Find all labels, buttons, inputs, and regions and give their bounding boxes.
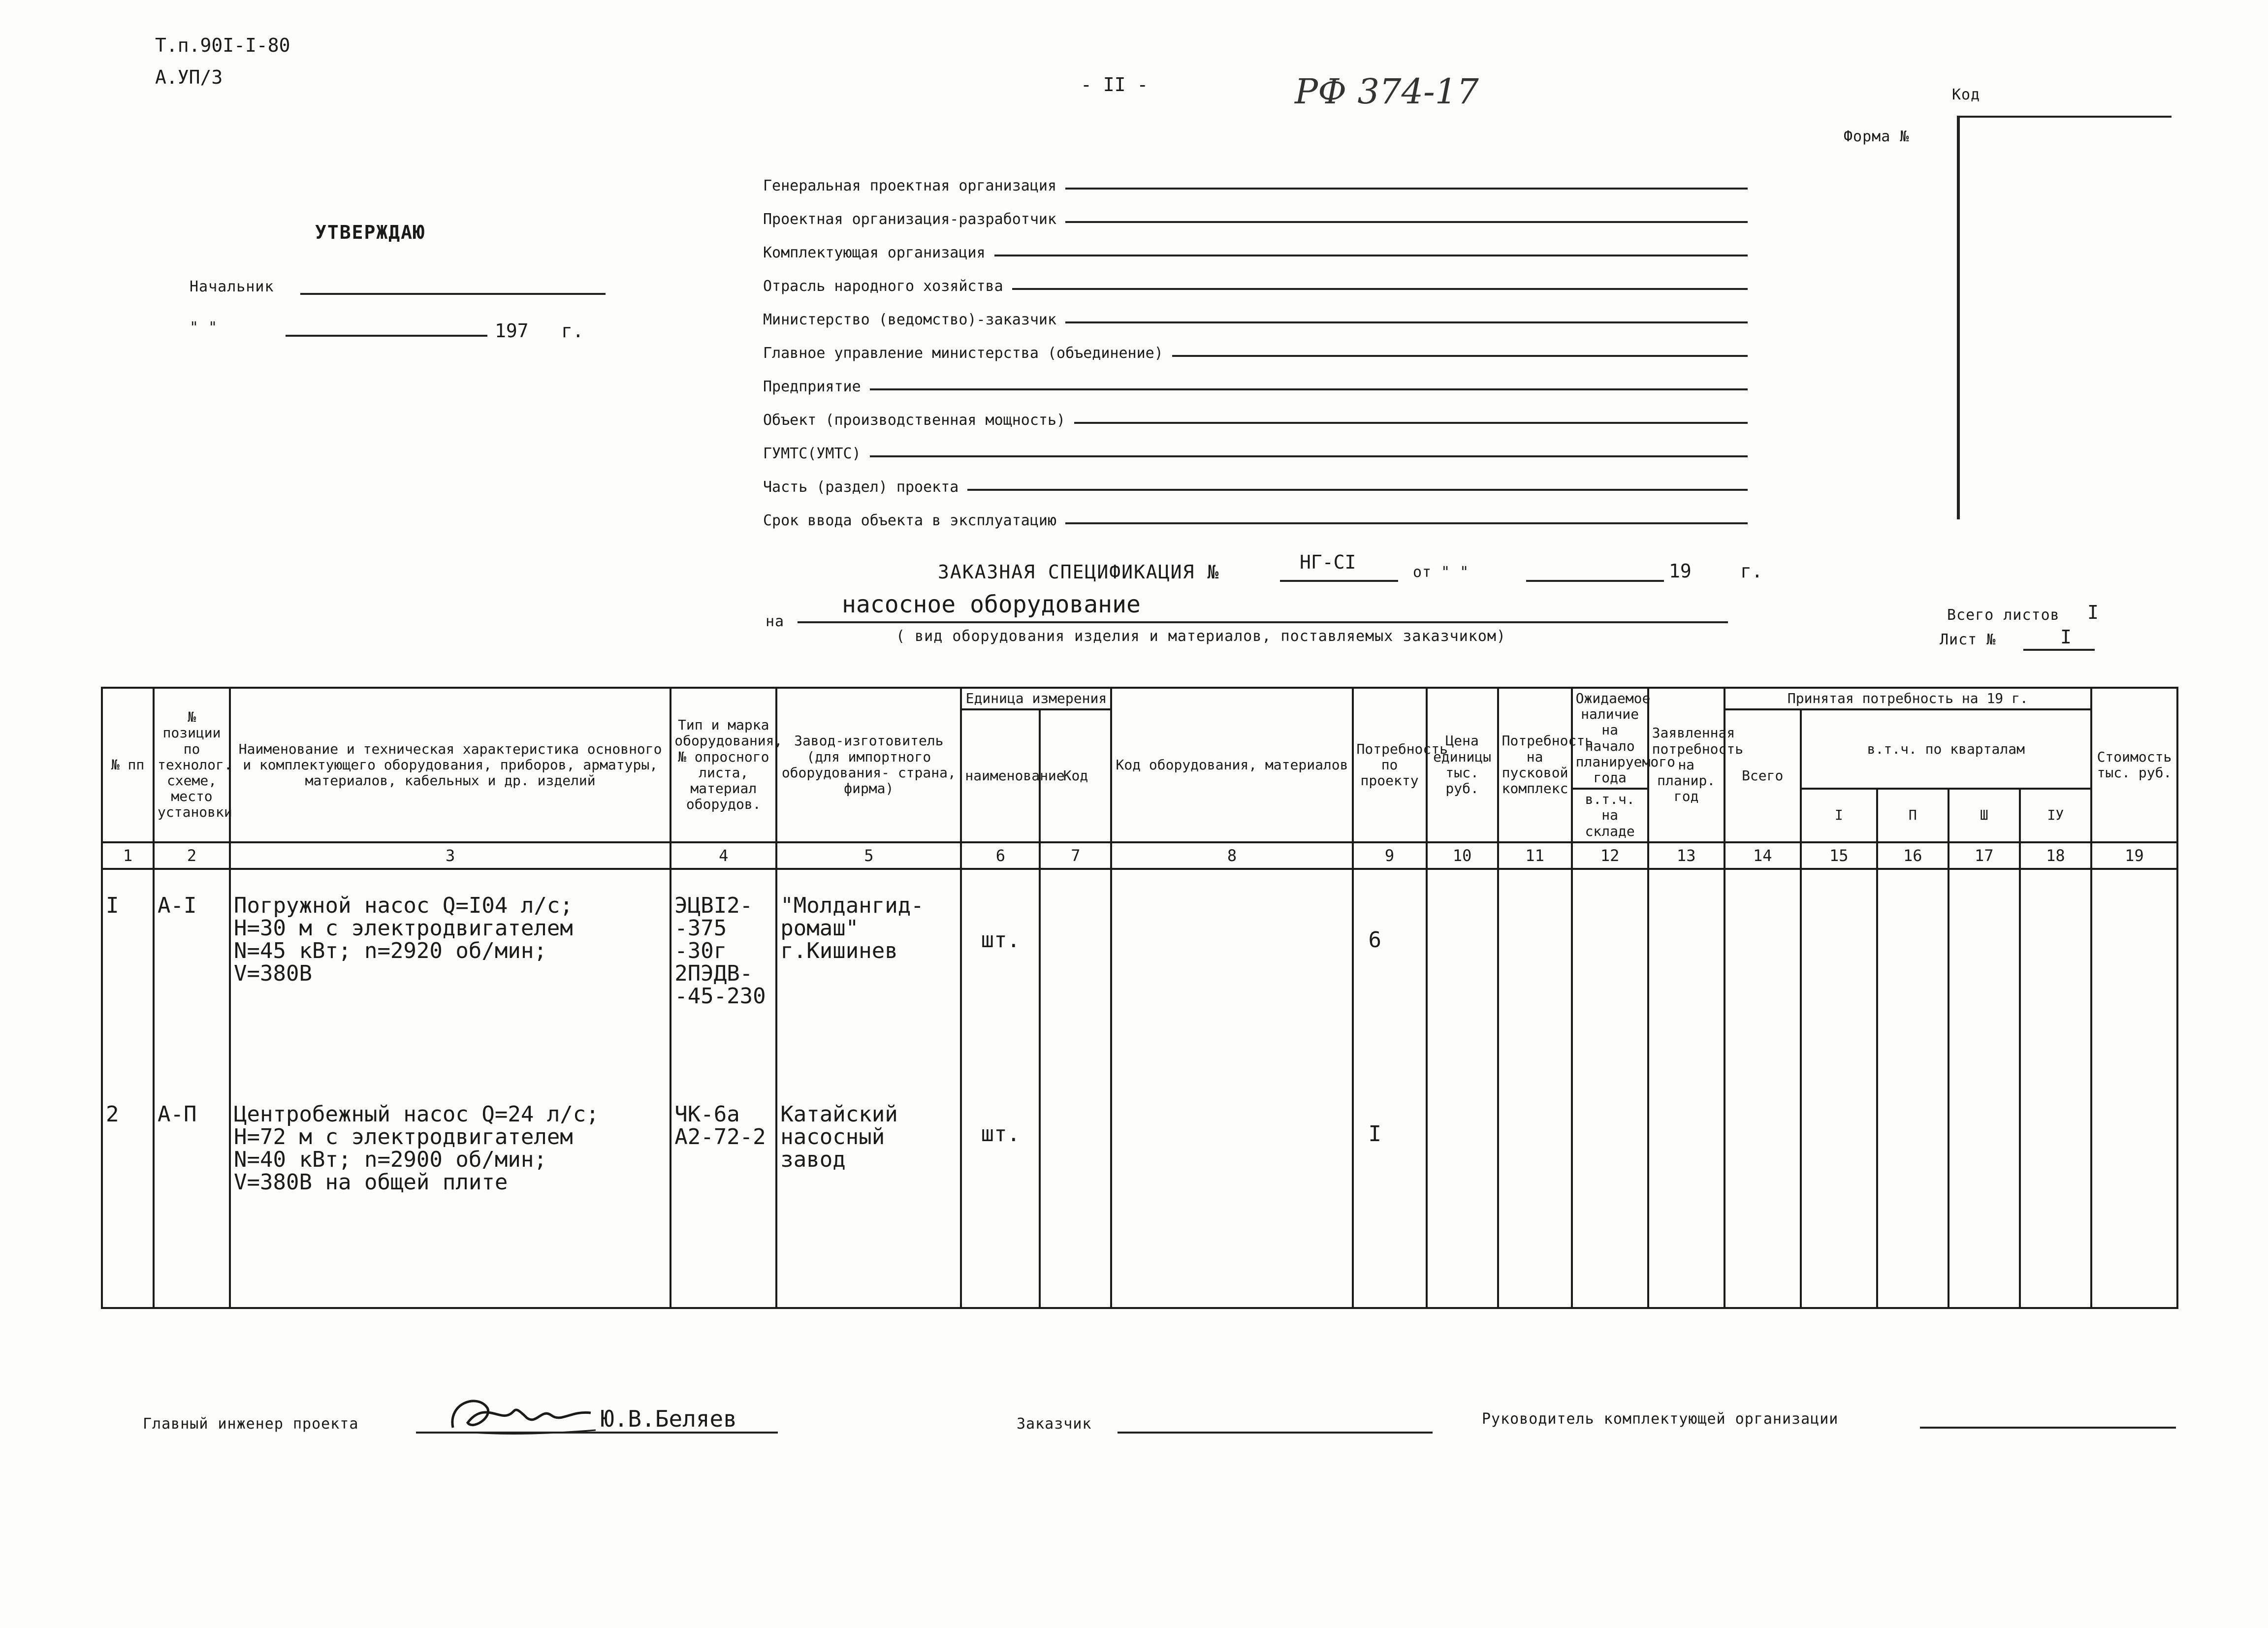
column-number: 4 xyxy=(671,842,776,869)
approval-year-suffix: г. xyxy=(561,320,584,342)
row-name: Погружной насос Q=I04 л/с; Н=30 м с электродвигателем N=45 кВт; n=2920 об/мин; V=380В xyxy=(230,869,671,1079)
column-number: 16 xyxy=(1877,842,1949,869)
col-header-name: Наименование и техническая характеристика основного и комплектующего оборудования, приборов, арматуры, материалов, кабельных и др. изделий xyxy=(230,688,671,842)
row-number: 2 xyxy=(102,1079,154,1308)
spec-subject-line xyxy=(798,621,1728,623)
spec-number-line xyxy=(1280,580,1398,582)
row-q2 xyxy=(1877,869,1949,1079)
sheet-label: Лист № xyxy=(1940,631,1996,648)
column-number: 18 xyxy=(2020,842,2091,869)
col-header-maker: Завод-изготовитель (для импортного оборудования- страна, фирма) xyxy=(776,688,961,842)
row-unit: шт. xyxy=(961,1079,1040,1308)
row-expected-stock xyxy=(1572,1079,1648,1308)
row-maker: "Молдангид- ромаш" г.Кишинев xyxy=(776,869,961,1079)
row-type: ЧК-6а А2-72-2 xyxy=(671,1079,776,1308)
col-header-total: Всего xyxy=(1725,709,1801,842)
doc-ref-line1: Т.п.90I-I-80 xyxy=(155,34,290,56)
head-org-line xyxy=(1920,1427,2176,1429)
spec-from: от " " xyxy=(1413,564,1469,581)
total-sheets-value: I xyxy=(2087,602,2099,623)
col-header-equipment-code: Код оборудования, материалов xyxy=(1111,688,1352,842)
chief-engineer-label: Главный инженер проекта xyxy=(143,1415,359,1433)
spec-subject-caption: ( вид оборудования изделия и материалов, поставляемых заказчиком) xyxy=(896,628,1506,645)
row-q3 xyxy=(1949,869,2020,1079)
row-project-need: 6 xyxy=(1353,869,1427,1079)
col-header-q1: I xyxy=(1801,789,1877,842)
spec-on-label: на xyxy=(766,613,785,630)
row-q4 xyxy=(2020,1079,2091,1308)
row-maker: Катайский насосный завод xyxy=(776,1079,961,1308)
column-number: 15 xyxy=(1801,842,1877,869)
row-number: I xyxy=(102,869,154,1079)
field-main-department: Главное управление министерства (объединение) xyxy=(763,332,1748,362)
customer-label: Заказчик xyxy=(1017,1415,1092,1433)
col-header-unit-price: Цена единицы тыс. руб. xyxy=(1427,688,1498,842)
code-label: Код xyxy=(1952,86,1981,103)
total-sheets-label: Всего листов xyxy=(1947,607,2060,624)
spec-year-prefix: 19 xyxy=(1669,560,1692,582)
customer-line xyxy=(1118,1432,1433,1434)
table-row xyxy=(102,1079,2177,1308)
col-header-unit-name: наименование xyxy=(961,709,1040,842)
row-unit-code xyxy=(1040,1079,1111,1308)
table-row xyxy=(102,869,2177,1079)
spec-title: ЗАКАЗНАЯ СПЕЦИФИКАЦИЯ № xyxy=(938,561,1220,583)
row-total xyxy=(1725,1079,1801,1308)
column-number: 17 xyxy=(1949,842,2020,869)
field-commissioning-date: Срок ввода объекта в эксплуатацию xyxy=(763,500,1748,529)
column-number: 10 xyxy=(1427,842,1498,869)
row-declared-need xyxy=(1648,1079,1725,1308)
row-project-need: I xyxy=(1353,1079,1427,1308)
field-supply-org: Комплектующая организация xyxy=(763,232,1748,261)
chief-engineer-line xyxy=(416,1432,778,1434)
row-q1 xyxy=(1801,869,1877,1079)
row-q4 xyxy=(2020,869,2091,1079)
row-unit-price xyxy=(1427,869,1498,1079)
row-cost xyxy=(2091,1079,2177,1308)
sheet-line xyxy=(2023,649,2095,651)
column-number: 7 xyxy=(1040,842,1111,869)
column-number: 12 xyxy=(1572,842,1648,869)
col-header-q2: П xyxy=(1877,789,1949,842)
row-type: ЭЦВI2- -375 -30г 2ПЭДВ- -45-230 xyxy=(671,869,776,1079)
doc-ref-line2: А.УП/3 xyxy=(155,66,223,88)
col-header-project-need: Потребность по проекту xyxy=(1353,688,1427,842)
field-ministry-customer: Министерство (ведомство)-заказчик xyxy=(763,299,1748,328)
column-number: 6 xyxy=(961,842,1040,869)
approval-year: 197 xyxy=(495,320,529,342)
approval-chief-line xyxy=(300,293,606,295)
row-q2 xyxy=(1877,1079,1949,1308)
col-header-declared-need: Заявленная потребность на планир. год xyxy=(1648,688,1725,842)
column-number: 1 xyxy=(102,842,154,869)
chief-engineer-name: Ю.В.Беляев xyxy=(601,1405,737,1432)
handwritten-reference: РФ 374-17 xyxy=(1295,71,1479,112)
specification-table xyxy=(101,687,2178,1309)
col-header-quarter-group: в.т.ч. по кварталам xyxy=(1801,709,2091,789)
row-total xyxy=(1725,869,1801,1079)
row-position: А-I xyxy=(154,869,230,1079)
col-header-startup-need: Потребность на пусковой комплекс xyxy=(1498,688,1572,842)
column-number: 19 xyxy=(2091,842,2177,869)
column-number: 5 xyxy=(776,842,961,869)
field-general-design-org: Генеральная проектная организация xyxy=(763,165,1748,194)
field-project-part: Часть (раздел) проекта xyxy=(763,466,1748,496)
column-number: 11 xyxy=(1498,842,1572,869)
col-header-number: № пп xyxy=(102,688,154,842)
spec-number: НГ-СI xyxy=(1300,551,1356,573)
field-enterprise: Предприятие xyxy=(763,366,1748,395)
col-header-q3: Ш xyxy=(1949,789,2020,842)
head-org-label: Руководитель комплектующей организации xyxy=(1482,1410,1839,1428)
col-header-expected-stock: Ожидаемое наличие на начало планируемого года xyxy=(1572,688,1648,789)
column-number: 3 xyxy=(230,842,671,869)
column-number: 13 xyxy=(1648,842,1725,869)
col-header-q4: IУ xyxy=(2020,789,2091,842)
row-startup-need xyxy=(1498,869,1572,1079)
column-number: 14 xyxy=(1725,842,1801,869)
sheet-value: I xyxy=(2060,626,2072,648)
row-declared-need xyxy=(1648,869,1725,1079)
field-economy-branch: Отрасль народного хозяйства xyxy=(763,265,1748,295)
form-box xyxy=(1957,116,2172,519)
approval-date-quotes: " " xyxy=(190,319,218,336)
col-header-position: № позиции по технолог. схеме, место установки xyxy=(154,688,230,842)
approval-chief-label: Начальник xyxy=(190,278,274,295)
column-number-row xyxy=(102,842,2177,869)
approval-title: УТВЕРЖДАЮ xyxy=(315,222,425,243)
row-q1 xyxy=(1801,1079,1877,1308)
field-object: Объект (производственная мощность) xyxy=(763,399,1748,429)
row-equipment-code xyxy=(1111,869,1352,1079)
col-header-cost: Стоимость тыс. руб. xyxy=(2091,688,2177,842)
col-header-unit-code: Код xyxy=(1040,709,1111,842)
field-gumts: ГУМТС(УМТС) xyxy=(763,433,1748,462)
col-header-in-stock: в.т.ч. на складе xyxy=(1572,789,1648,842)
col-header-unit-group: Единица измерения xyxy=(961,688,1111,709)
row-startup-need xyxy=(1498,1079,1572,1308)
row-name: Центробежный насос Q=24 л/с; Н=72 м с электродвигателем N=40 кВт; n=2900 об/мин; V=380В на общей плите xyxy=(230,1079,671,1308)
spec-subject: насосное оборудование xyxy=(842,591,1141,618)
spec-year-suffix: г. xyxy=(1740,560,1763,582)
column-number: 2 xyxy=(154,842,230,869)
spec-date-line xyxy=(1526,580,1664,582)
row-unit: шт. xyxy=(961,869,1040,1079)
signature-icon xyxy=(443,1388,606,1442)
column-number: 8 xyxy=(1111,842,1352,869)
row-q3 xyxy=(1949,1079,2020,1308)
row-cost xyxy=(2091,869,2177,1079)
row-unit-code xyxy=(1040,869,1111,1079)
form-number-label: Форма № xyxy=(1844,128,1910,145)
field-design-org-developer: Проектная организация-разработчик xyxy=(763,198,1748,228)
col-header-accepted-group: Принятая потребность на 19 г. xyxy=(1725,688,2091,709)
row-expected-stock xyxy=(1572,869,1648,1079)
row-unit-price xyxy=(1427,1079,1498,1308)
row-position: А-П xyxy=(154,1079,230,1308)
col-header-type: Тип и марка оборудования, № опросного листа, материал оборудов. xyxy=(671,688,776,842)
row-equipment-code xyxy=(1111,1079,1352,1308)
page-number: - II - xyxy=(1081,74,1149,96)
column-number: 9 xyxy=(1353,842,1427,869)
approval-date-line xyxy=(286,335,487,337)
